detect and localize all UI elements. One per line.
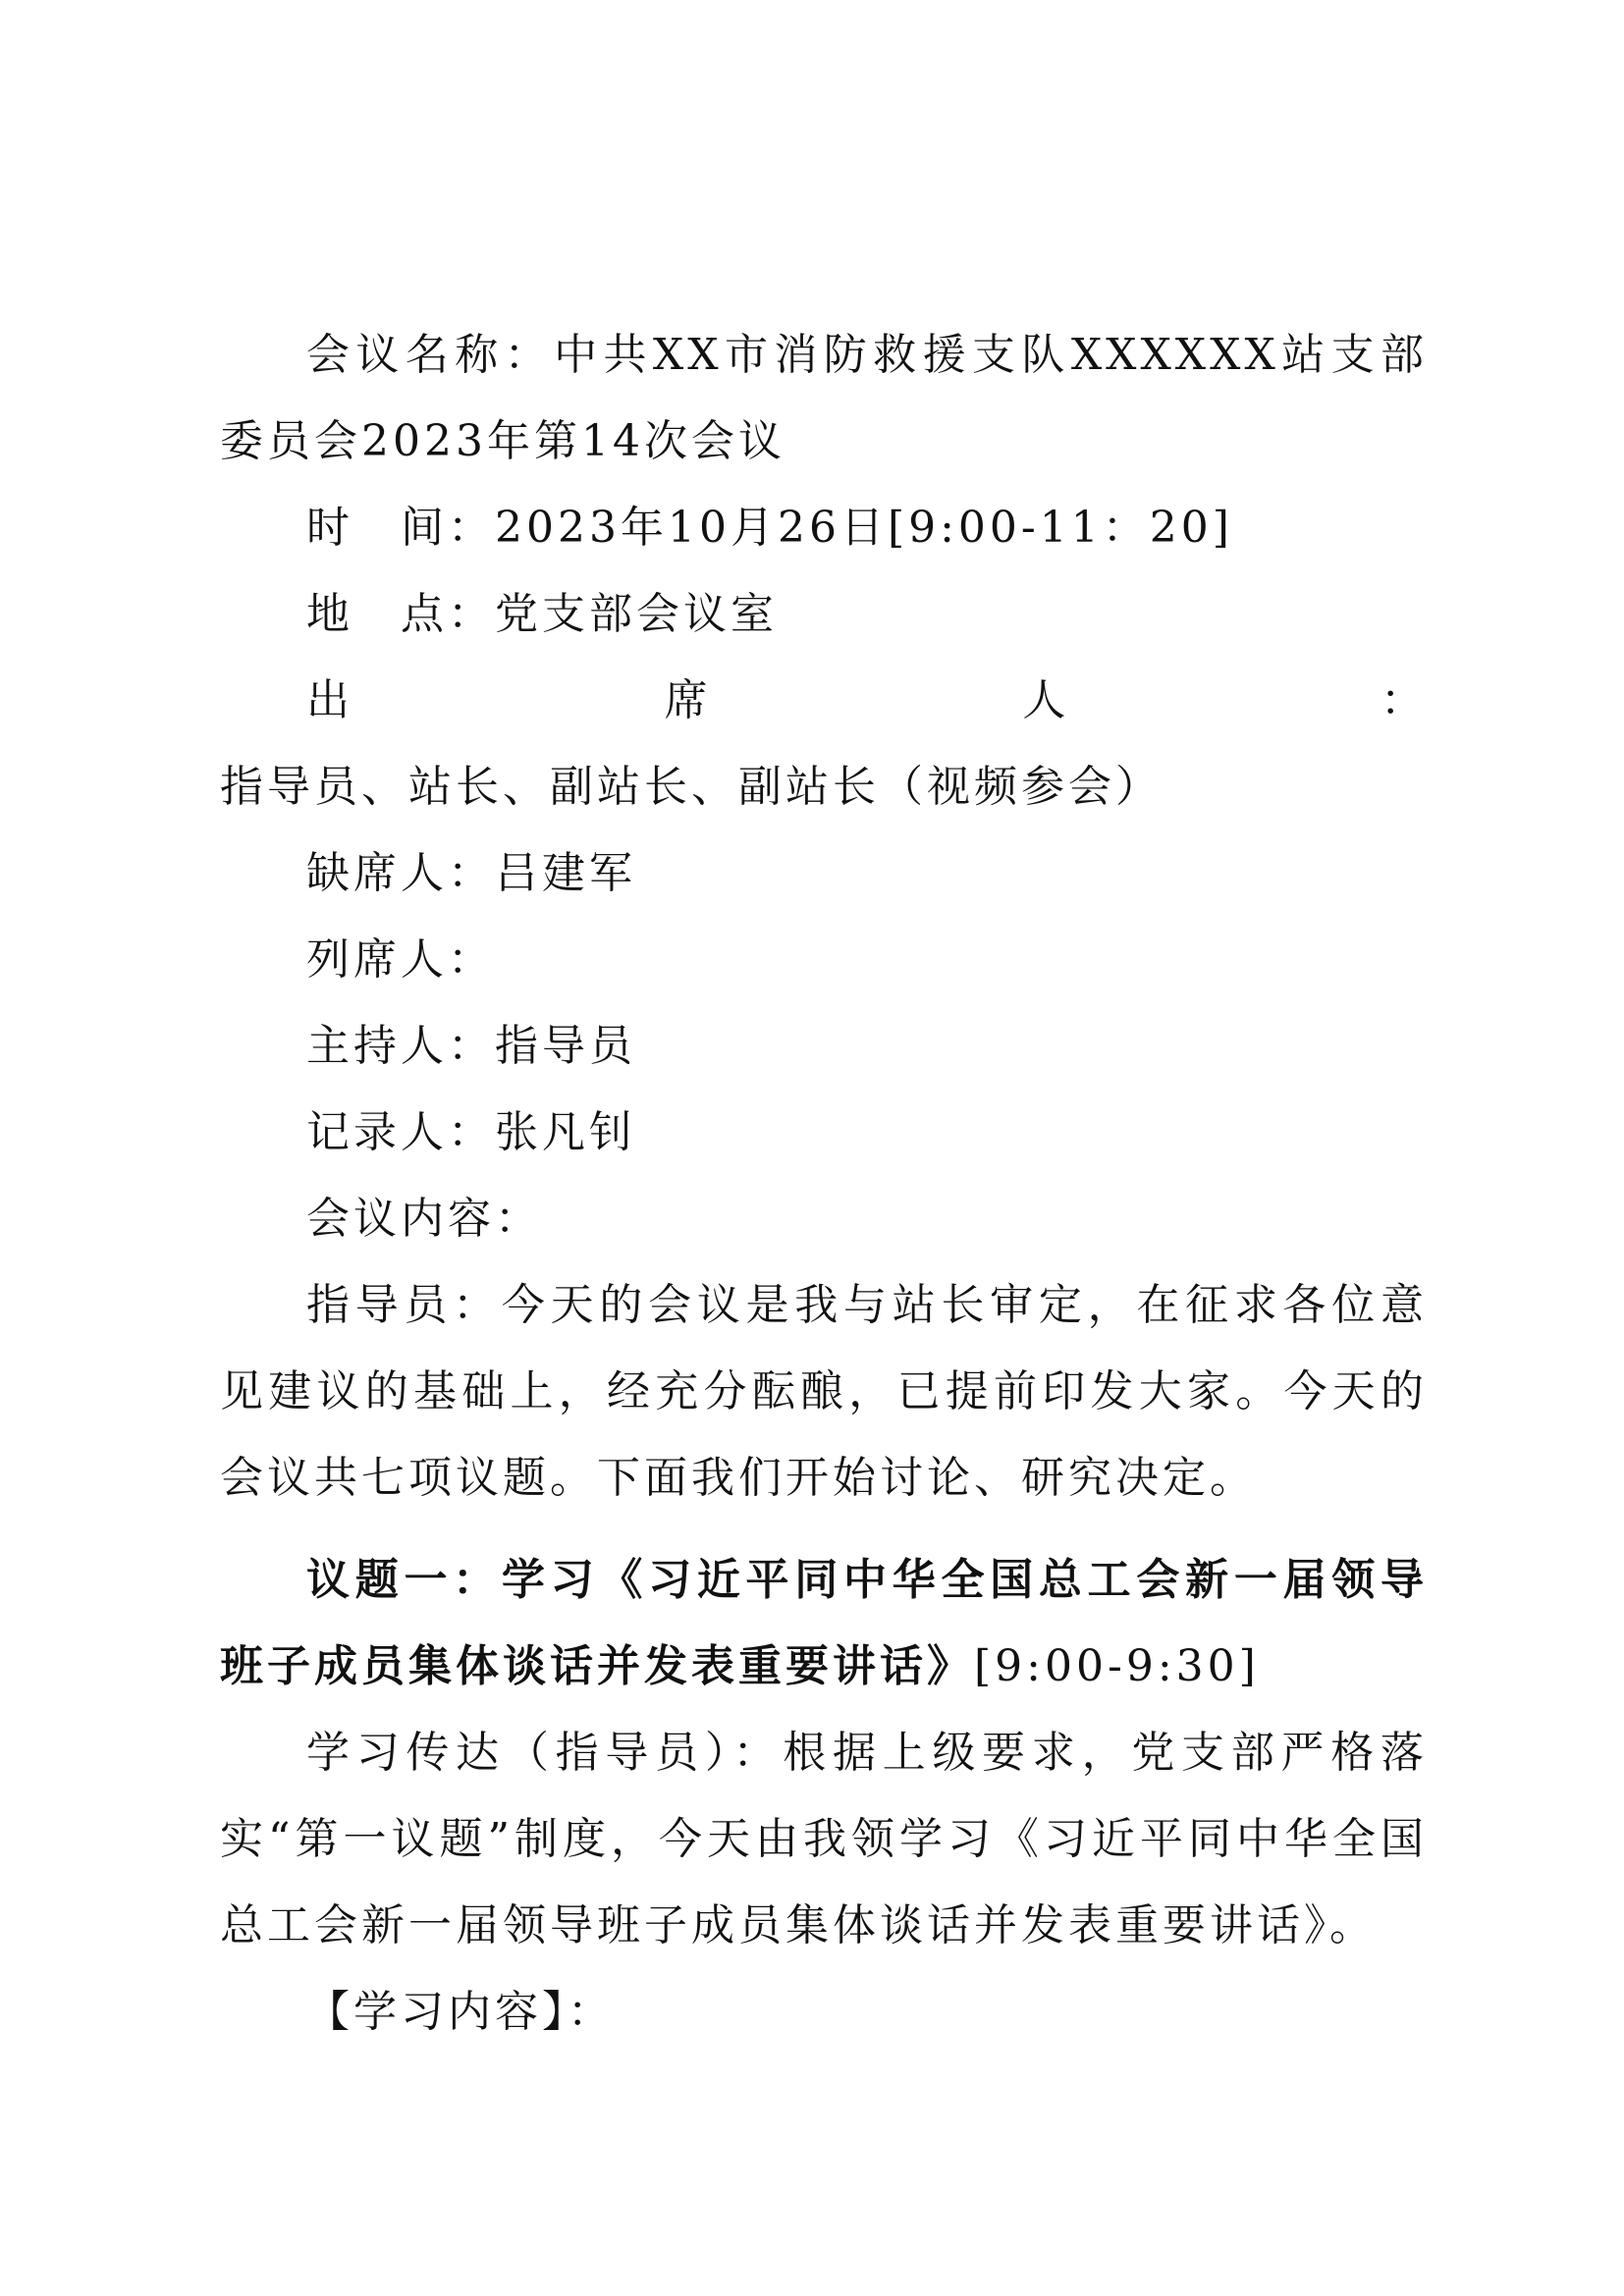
meeting-place-label: 地 点： <box>306 589 495 639</box>
meeting-recorder-value: 张凡钊 <box>495 1107 636 1157</box>
study-paragraph: 学习传达（指导员）：根据上级要求，党支部严格落实“第一议题”制度，今天由我领学习《习近平同中华全国总工会新一届领导班子成员集体谈话并发表重要讲话》。 <box>220 1728 1428 1950</box>
meeting-time-label: 时 间： <box>306 503 495 553</box>
topic1-title: 议题一：学习《习近平同中华全国总工会新一届领导班子成员集体谈话并发表重要讲话》 <box>220 1555 1428 1691</box>
meeting-place <box>220 571 1428 658</box>
meeting-attendees <box>220 658 1428 830</box>
meeting-observers <box>220 917 1428 1003</box>
meeting-name <box>220 312 1428 485</box>
topic1-heading <box>220 1537 1428 1710</box>
meeting-absent <box>220 830 1428 917</box>
topic1-time: [9:00-9:30] <box>974 1641 1260 1691</box>
meeting-absent-label: 缺席人： <box>306 848 495 898</box>
meeting-host-value: 指导员 <box>495 1021 636 1071</box>
meeting-name-value: 中共XX市消防救援支队XXXXXX站支部委员会2023年第14次会议 <box>220 330 1429 466</box>
meeting-recorder-label: 记录人： <box>306 1107 495 1157</box>
meeting-time-value: 2023年10月26日[9:00-11：20] <box>495 503 1233 553</box>
meeting-time <box>220 485 1428 571</box>
meeting-name-label: 会议名称： <box>306 330 555 380</box>
meeting-attendees-value: 指导员、站长、副站长、副站长（视频参会） <box>220 762 1163 812</box>
meeting-absent-value: 吕建军 <box>495 848 636 898</box>
intro-paragraph: 指导员：今天的会议是我与站长审定，在征求各位意见建议的基础上，经充分酝酿，已提前印发大家。今天的会议共七项议题。下面我们开始讨论、研究决定。 <box>220 1280 1428 1503</box>
meeting-attendees-label: 出席人： <box>306 675 1428 725</box>
meeting-observers-label: 列席人： <box>306 934 495 985</box>
meeting-place-value: 党支部会议室 <box>495 589 778 639</box>
meeting-host <box>220 1003 1428 1090</box>
study-content-label: 【学习内容】： <box>306 1987 615 2037</box>
document-body <box>220 312 1428 2056</box>
meeting-content-label: 会议内容： <box>306 1194 542 1244</box>
meeting-host-label: 主持人： <box>306 1021 495 1071</box>
meeting-recorder <box>220 1090 1428 1176</box>
